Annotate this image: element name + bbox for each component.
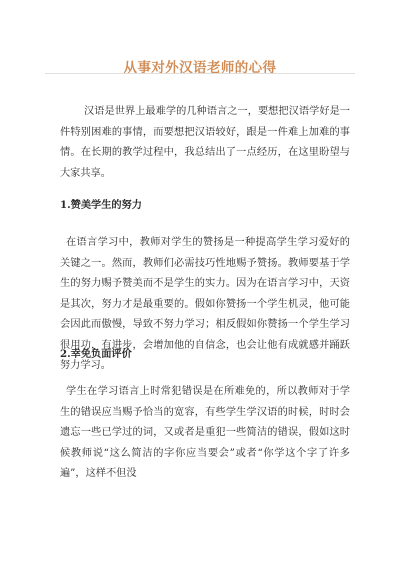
section-body-avoid-negative: 学生在学习语言上时常犯错误是在所难免的，所以教师对于学生的错误应当赐予恰当的宽容，有些学生学汉语的时候，时时会遗忘一些已学过的词，又或者是重犯一些简洁的错误，假如这时候教师说“这么简洁的字你应当要会”或者“你学这个字了许多遍”，这样不但没	[60, 386, 350, 479]
section-heading-avoid-negative: 2.幸免负面评价	[60, 348, 132, 360]
title-divider	[45, 73, 355, 74]
section-heading-praise-effort: 1.赞美学生的努力	[60, 199, 142, 211]
section-body-praise-effort: 在语言学习中，教师对学生的赞扬是一种提高学生学习爱好的关键之一。然而，教师们必需技巧性地赐予赞扬。教师要基于学生的努力赐予赞美而不是学生的实力。因为在语言学习中，天资是其次，努力才是最重要的。假如你赞扬一个学生机灵，他可能会因此而傲慢，导致不努力学习；相反假如你赞扬一个学生学习很用功，有进步，会增加他的自信念，也会让他有成就感并踊跃努力学习。	[60, 237, 350, 371]
intro-paragraph: 汉语是世界上最难学的几种语言之一，要想把汉语学好是一件特别困难的事情，而要想把汉语较好，跟是一件难上加难的事情。在长期的教学过程中，我总结出了一点经历，在这里盼望与大家共享。	[60, 106, 350, 179]
page-title: 从事对外汉语老师的心得	[123, 60, 277, 77]
